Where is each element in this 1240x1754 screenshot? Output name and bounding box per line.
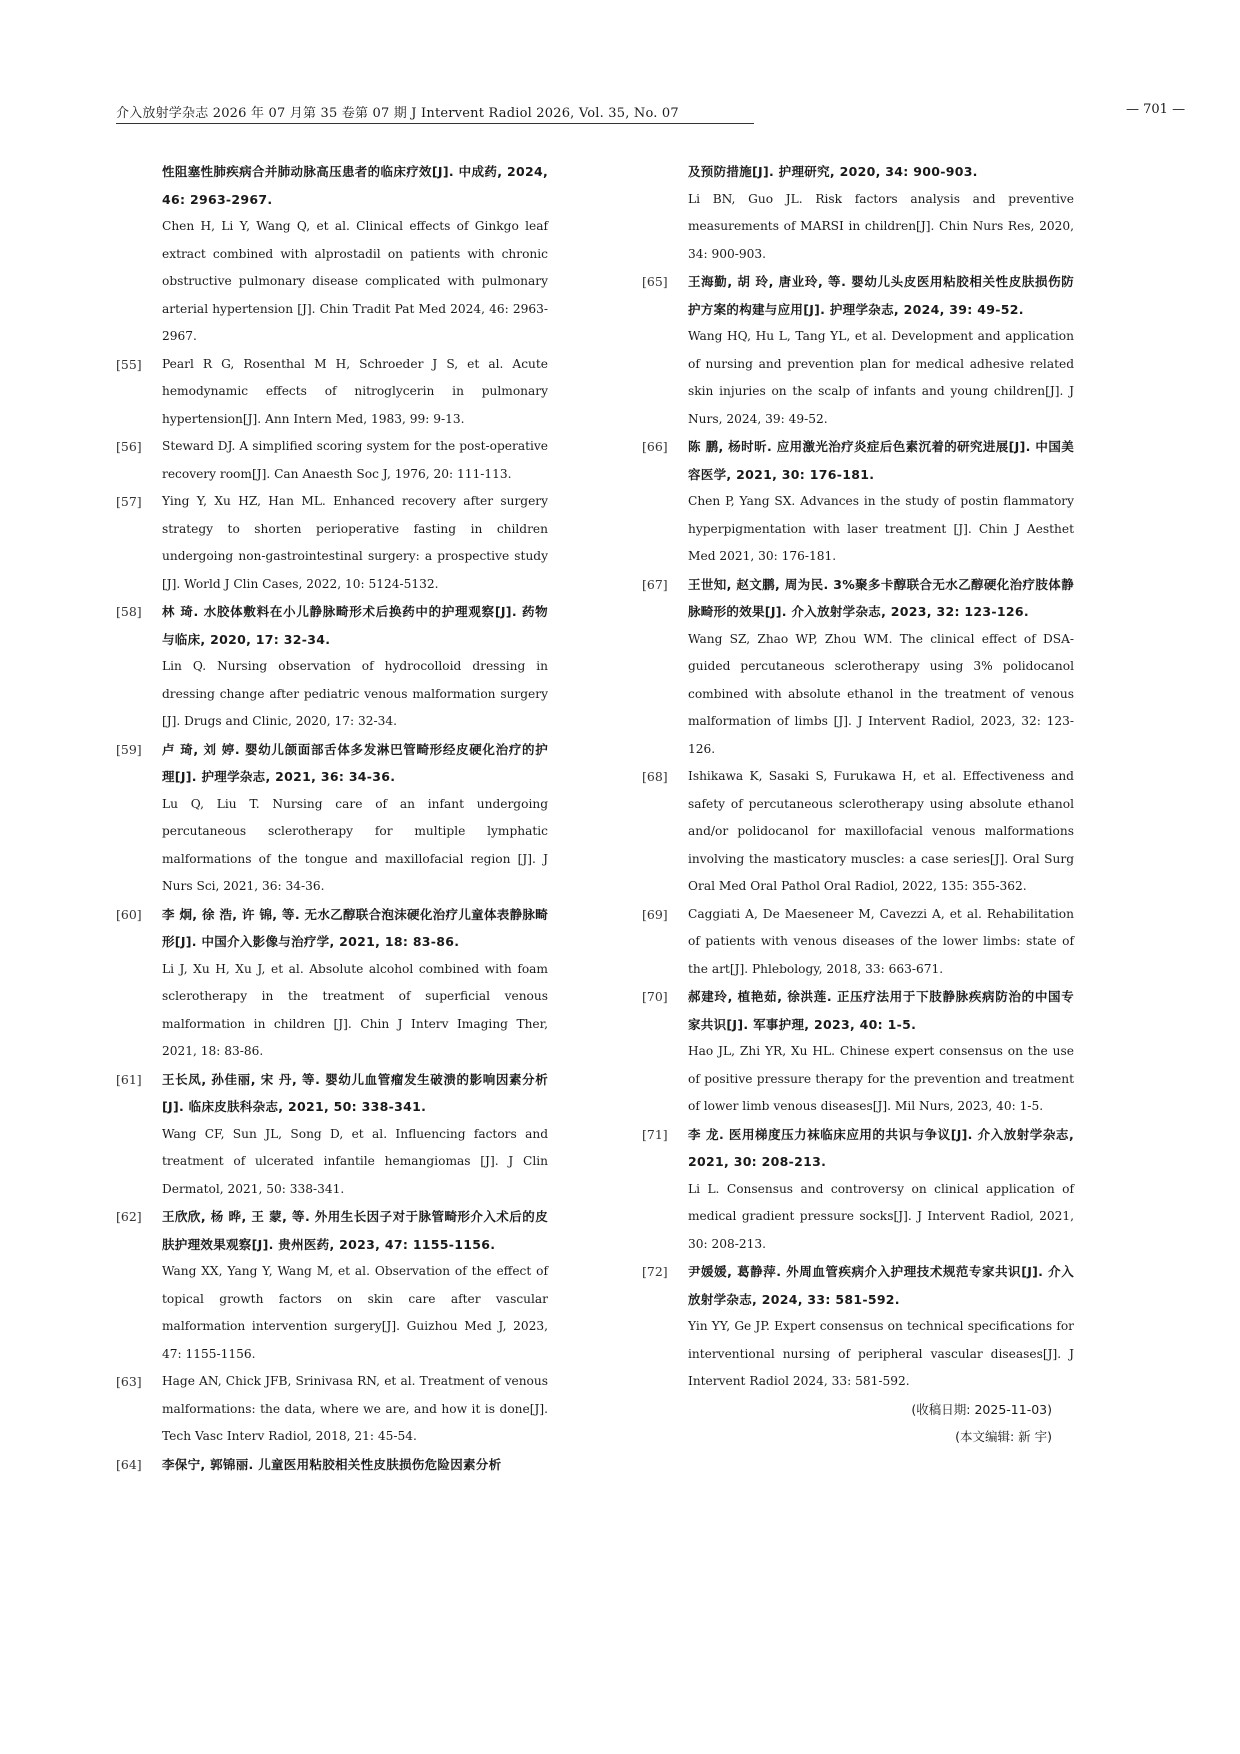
reference-english-text: Yin YY, Ge JP. Expert consensus on technical specifications for interventional nursing of peripheral vascular diseases[J]. J Intervent Radiol 2024, 33: 581-592. <box>688 1319 1074 1388</box>
reference-item <box>116 1203 548 1368</box>
reference-item <box>116 598 548 736</box>
reference-number: [70] <box>642 989 668 1004</box>
reference-item <box>116 488 548 598</box>
reference-chinese-text: 李 龙. 医用梯度压力袜临床应用的共识与争议[J]. 介入放射学杂志, 2021, 30: 208-213. <box>688 1126 1074 1169</box>
reference-english-text: Wang XX, Yang Y, Wang M, et al. Observation of the effect of topical growth factors on skin care after vascular malformation intervention surgery[J]. Guizhou Med J, 2023, 47: 1155-1156. <box>162 1264 548 1361</box>
reference-number: [57] <box>116 494 142 509</box>
reference-chinese-text: 王长凤, 孙佳丽, 宋 丹, 等. 婴幼儿血管瘤发生破溃的影响因素分析[J]. 临床皮肤科杂志, 2021, 50: 338-341. <box>162 1071 548 1114</box>
editor-note: (本文编辑: 新 宇) <box>955 1429 1052 1444</box>
reference-number: [59] <box>116 741 142 757</box>
reference-item <box>642 983 1074 1121</box>
reference-chinese-text: 尹媛媛, 葛静萍. 外周血管疾病介入护理技术规范专家共识[J]. 介入放射学杂志, 2024, 33: 581-592. <box>688 1264 1074 1307</box>
reference-item <box>116 736 548 901</box>
reference-number: [58] <box>116 604 142 619</box>
reference-chinese-text: 王海勤, 胡 玲, 唐业玲, 等. 婴幼儿头皮医用粘胶相关性皮肤损伤防护方案的构建与应用[J]. 护理学杂志, 2024, 39: 49-52. <box>688 274 1074 317</box>
reference-chinese-text: 及预防措施[J]. 护理研究, 2020, 34: 900-903. <box>688 164 978 179</box>
reference-chinese-text: 林 琦. 水胶体敷料在小儿静脉畸形术后换药中的护理观察[J]. 药物与临床, 2020, 17: 32-34. <box>162 604 548 647</box>
journal-citation-line: 介入放射学杂志 2026 年 07 月第 35 卷第 07 期 J Intervent Radiol 2026, Vol. 35, No. 07 <box>116 106 679 121</box>
reference-english-text: Lu Q, Liu T. Nursing care of an infant undergoing percutaneous sclerotherapy for multiple lymphatic malformations of the tongue and maxillofacial region [J]. J Nurs Sci, 2021, 36: 34-36. <box>162 796 548 893</box>
reference-item <box>642 571 1074 764</box>
reference-list <box>642 268 1074 1396</box>
reference-english-text: Chen P, Yang SX. Advances in the study of postin flammatory hyperpigmentation with laser treatment [J]. Chin J Aesthet Med 2021, 30: 176-181. <box>688 494 1074 563</box>
reference-number: [65] <box>642 274 668 289</box>
reference-english-text: Ying Y, Xu HZ, Han ML. Enhanced recovery after surgery strategy to shorten perioperative fasting in children undergoing non-gastrointestinal surgery: a prospective study [J]. World J Clin Cases, 2022, 10: 5124-5132. <box>162 494 548 591</box>
reference-item <box>116 1451 548 1479</box>
reference-english-text: Wang SZ, Zhao WP, Zhou WM. The clinical effect of DSA-guided percutaneous sclerotherapy using 3% polidocanol combined with absolute ethanol in the treatment of venous malformation of limbs [J]. J Intervent Radiol, 2023, 32: 123-126. <box>688 631 1074 756</box>
reference-number: [63] <box>116 1374 142 1389</box>
reference-english-text: Ishikawa K, Sasaki S, Furukawa H, et al. Effectiveness and safety of percutaneous sclerotherapy using absolute ethanol and/or polidocanol for maxillofacial venous malformations involving the masticatory muscles: a case series[J]. Oral Surg Oral Med Oral Pathol Oral Radiol, 2022, 135: 355-362. <box>688 769 1074 893</box>
reference-item <box>642 268 1074 433</box>
reference-item <box>116 433 548 488</box>
reference-continuation <box>642 158 1074 268</box>
reference-list <box>116 351 548 1479</box>
reference-english-text: Wang CF, Sun JL, Song D, et al. Influencing factors and treatment of ulcerated infantile hemangiomas [J]. J Clin Dermatol, 2021, 50: 338-341. <box>162 1126 548 1196</box>
reference-english-text: Li L. Consensus and controversy on clinical application of medical gradient pressure socks[J]. J Intervent Radiol, 2021, 30: 208-213. <box>688 1181 1074 1251</box>
reference-number: [71] <box>642 1126 668 1142</box>
reference-number: [62] <box>116 1209 142 1224</box>
reference-number: [67] <box>642 576 668 592</box>
reference-english-text: Steward DJ. A simplified scoring system for the post-operative recovery room[J]. Can Anaesth Soc J, 1976, 20: 111-113. <box>162 439 548 481</box>
reference-chinese-text: 李保宁, 郭锦丽. 儿童医用粘胶相关性皮肤损伤危险因素分析 <box>162 1456 502 1472</box>
page-number: — 701 — <box>1126 102 1186 117</box>
reference-item <box>116 901 548 1066</box>
reference-chinese-text: 郝建玲, 植艳茹, 徐洪莲. 正压疗法用于下肢静脉疾病防治的中国专家共识[J]. 军事护理, 2023, 40: 1-5. <box>688 989 1074 1032</box>
reference-item <box>116 1066 548 1204</box>
reference-number: [55] <box>116 356 142 372</box>
running-header <box>116 102 1186 130</box>
reference-number: [66] <box>642 439 668 454</box>
reference-number: [64] <box>116 1456 142 1472</box>
reference-number: [68] <box>642 769 668 784</box>
reference-column-right <box>642 158 1074 1451</box>
reference-chinese-text: 性阻塞性肺疾病合并肺动脉高压患者的临床疗效[J]. 中成药, 2024, 46: 2963-2967. <box>162 164 548 207</box>
reference-chinese-text: 王世知, 赵文鹏, 周为民. 3%聚多卡醇联合无水乙醇硬化治疗肢体静脉畸形的效果[J]. 介入放射学杂志, 2023, 32: 123-126. <box>688 576 1074 619</box>
reference-item <box>642 1258 1074 1396</box>
reference-chinese-text: 卢 琦, 刘 婷. 婴幼儿颌面部舌体多发淋巴管畸形经皮硬化治疗的护理[J]. 护理学杂志, 2021, 36: 34-36. <box>162 741 548 784</box>
reference-number: [69] <box>642 906 668 922</box>
reference-english-text: Lin Q. Nursing observation of hydrocolloid dressing in dressing change after pediatric venous malformation surgery [J]. Drugs and Clinic, 2020, 17: 32-34. <box>162 659 548 728</box>
reference-english-text: Hao JL, Zhi YR, Xu HL. Chinese expert consensus on the use of positive pressure therapy for the prevention and treatment of lower limb venous diseases[J]. Mil Nurs, 2023, 40: 1-5. <box>688 1044 1074 1113</box>
reference-item <box>642 763 1074 901</box>
reference-continuation <box>116 158 548 351</box>
reference-chinese-text: 陈 鹏, 杨时昕. 应用激光治疗炎症后色素沉着的研究进展[J]. 中国美容医学, 2021, 30: 176-181. <box>688 439 1074 482</box>
reference-english-text: Pearl R G, Rosenthal M H, Schroeder J S, et al. Acute hemodynamic effects of nitroglycerin in pulmonary hypertension[J]. Ann Intern Med, 1983, 99: 9-13. <box>162 356 548 426</box>
reference-item <box>642 901 1074 984</box>
reference-column-left <box>116 158 548 1478</box>
received-date: (收稿日期: 2025-11-03) <box>911 1401 1052 1417</box>
reference-english-text: Chen H, Li Y, Wang Q, et al. Clinical effects of Ginkgo leaf extract combined with alprostadil on patients with chronic obstructive pulmonary disease complicated with pulmonary arterial hypertension [J]. Chin Tradit Pat Med 2024, 46: 2963-2967. <box>162 219 548 343</box>
reference-number: [56] <box>116 439 142 454</box>
reference-english-text: Wang HQ, Hu L, Tang YL, et al. Development and application of nursing and prevention plan for medical adhesive related skin injuries on the scalp of infants and young children[J]. J Nurs, 2024, 39: 49-52. <box>688 329 1074 426</box>
reference-item <box>116 1368 548 1451</box>
reference-chinese-text: 王欣欣, 杨 晔, 王 蒙, 等. 外用生长因子对于脉管畸形介入术后的皮肤护理效果观察[J]. 贵州医药, 2023, 47: 1155-1156. <box>162 1209 548 1252</box>
reference-number: [61] <box>116 1071 142 1087</box>
header-rule <box>116 123 754 124</box>
reference-item <box>642 433 1074 571</box>
reference-english-text: Hage AN, Chick JFB, Srinivasa RN, et al. Treatment of venous malformations: the data, where we are, and how it is done[J]. Tech Vasc Interv Radiol, 2018, 21: 45-54. <box>162 1374 548 1443</box>
reference-english-text: Caggiati A, De Maeseneer M, Cavezzi A, et al. Rehabilitation of patients with venous diseases of the lower limbs: state of the art[J]. Phlebology, 2018, 33: 663-671. <box>688 906 1074 976</box>
reference-number: [60] <box>116 906 142 922</box>
reference-chinese-text: 李 炯, 徐 浩, 许 锦, 等. 无水乙醇联合泡沫硬化治疗儿童体表静脉畸形[J]. 中国介入影像与治疗学, 2021, 18: 83-86. <box>162 906 548 949</box>
reference-english-text: Li J, Xu H, Xu J, et al. Absolute alcohol combined with foam sclerotherapy in the treatment of superficial venous malformation in children [J]. Chin J Interv Imaging Ther, 2021, 18: 83-86. <box>162 961 548 1058</box>
reference-number: [72] <box>642 1264 668 1279</box>
reference-english-text: Li BN, Guo JL. Risk factors analysis and preventive measurements of MARSI in children[J]. Chin Nurs Res, 2020, 34: 900-903. <box>688 191 1074 261</box>
reference-item <box>116 351 548 434</box>
reference-item <box>642 1121 1074 1259</box>
